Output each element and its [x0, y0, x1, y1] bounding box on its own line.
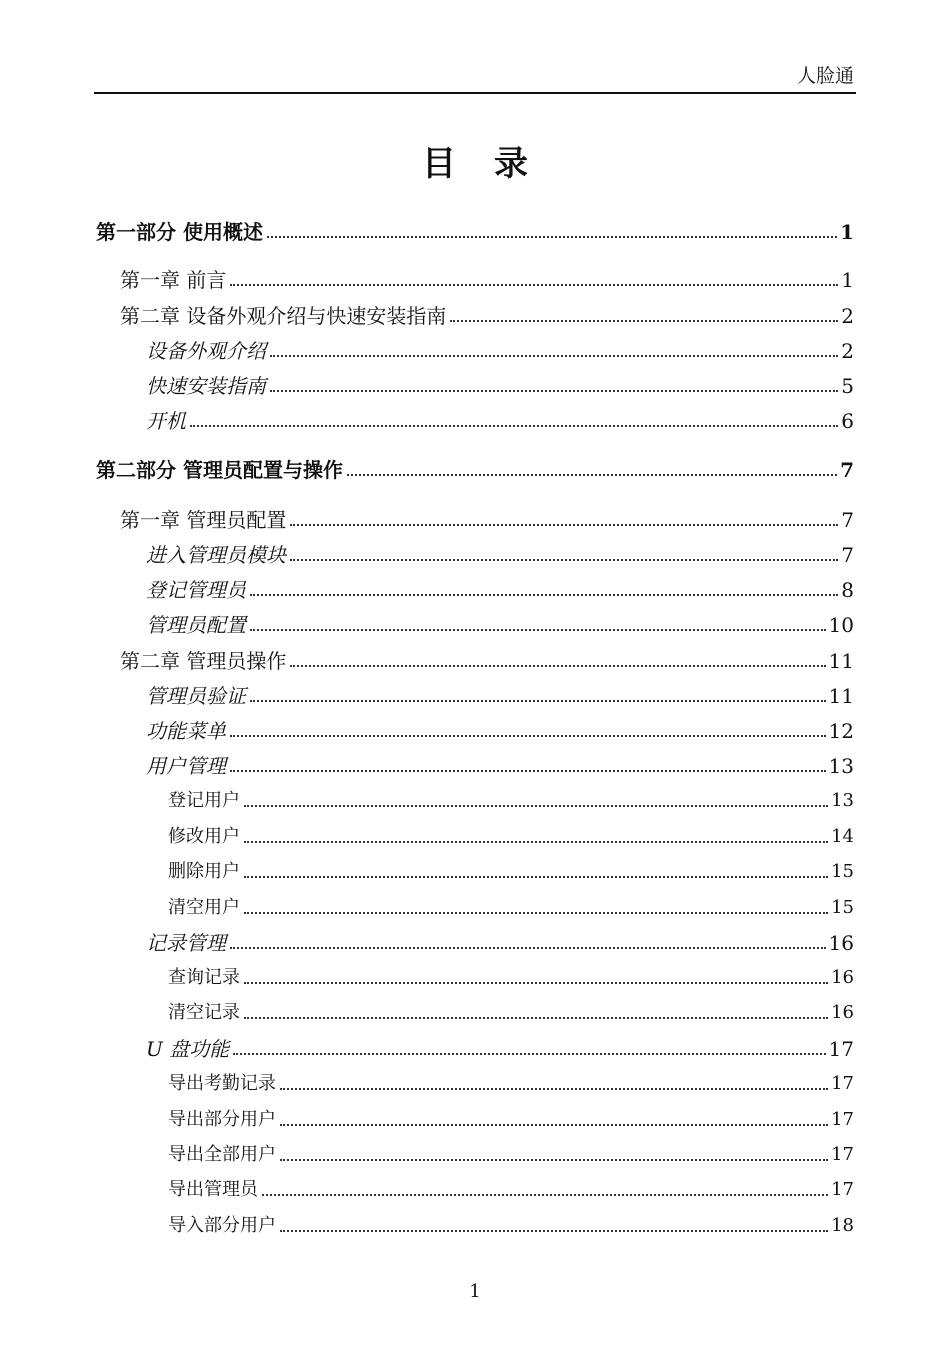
toc-entry-sub[interactable] — [168, 819, 854, 849]
toc-entry-label: 删除用户 — [168, 861, 240, 882]
toc-entry-label: 第二部分 管理员配置与操作 — [96, 458, 343, 482]
dot-leader — [230, 284, 838, 286]
toc-entry-label: 记录管理 — [146, 931, 226, 955]
toc-entry-sub[interactable] — [168, 783, 854, 813]
toc-entry-page: 5 — [841, 374, 854, 398]
toc-entry-section[interactable] — [146, 925, 854, 955]
toc-entry-section[interactable] — [146, 1031, 854, 1061]
toc-entry-section[interactable] — [146, 403, 854, 433]
toc-entry-part[interactable] — [96, 214, 854, 244]
toc-entry-page: 16 — [831, 967, 854, 988]
toc-entry-page: 15 — [831, 861, 854, 882]
toc-entry-label: 导出部分用户 — [168, 1109, 276, 1130]
toc-entry-page: 11 — [828, 649, 854, 673]
toc-entry-label: 登记管理员 — [146, 578, 246, 602]
toc-entry-sub[interactable] — [168, 1102, 854, 1132]
toc-entry-label: 清空记录 — [168, 1002, 240, 1023]
dot-leader — [250, 700, 826, 702]
dot-leader — [347, 474, 837, 476]
toc-entry-label: 开机 — [146, 409, 186, 433]
toc-entry-section[interactable] — [146, 748, 854, 778]
header-title: 人脸通 — [796, 65, 854, 87]
toc-entry-label: 进入管理员模块 — [146, 543, 286, 567]
dot-leader — [280, 1159, 828, 1161]
toc-entry-label: 修改用户 — [168, 826, 240, 847]
toc-entry-page: 7 — [841, 543, 854, 567]
toc-entry-sub[interactable] — [168, 1066, 854, 1096]
toc-entry-label: 快速安装指南 — [146, 374, 266, 398]
toc-entry-label: 登记用户 — [168, 790, 240, 811]
toc-entry-page: 12 — [828, 719, 854, 743]
toc-entry-page: 14 — [831, 826, 854, 847]
toc-entry-page: 2 — [841, 304, 854, 328]
dot-leader — [280, 1124, 828, 1126]
dot-leader — [250, 629, 826, 631]
dot-leader — [244, 841, 828, 843]
toc-entry-page: 15 — [831, 897, 854, 918]
toc-entry-label: 管理员配置 — [146, 613, 246, 637]
toc-entry-section[interactable] — [146, 537, 854, 567]
toc-entry-page: 10 — [828, 613, 854, 637]
toc-entry-page: 17 — [831, 1179, 854, 1200]
toc-entry-sub[interactable] — [168, 1137, 854, 1167]
toc-entry-part[interactable] — [96, 452, 854, 482]
dot-leader — [244, 876, 828, 878]
toc-entry-page: 8 — [841, 578, 854, 602]
toc-entry-label: 功能菜单 — [146, 719, 226, 743]
dot-leader — [230, 735, 826, 737]
toc-entry-section[interactable] — [146, 368, 854, 398]
toc-entry-label: 导入部分用户 — [168, 1215, 276, 1236]
toc-entry-section[interactable] — [146, 333, 854, 363]
toc-entry-sub[interactable] — [168, 1172, 854, 1202]
dot-leader — [230, 947, 826, 949]
dot-leader — [244, 982, 828, 984]
toc-entry-label: 用户管理 — [146, 754, 226, 778]
dot-leader — [190, 425, 838, 427]
toc-entry-page: 2 — [841, 339, 854, 363]
toc-entry-page: 17 — [831, 1073, 854, 1094]
toc-entry-chapter[interactable] — [120, 262, 854, 292]
toc-entry-page: 16 — [831, 1002, 854, 1023]
toc-entry-page: 16 — [828, 931, 854, 955]
toc-entry-page: 1 — [841, 268, 854, 292]
toc-entry-chapter[interactable] — [120, 643, 854, 673]
toc-entry-page: 1 — [840, 220, 854, 244]
dot-leader — [262, 1194, 828, 1196]
dot-leader — [280, 1088, 828, 1090]
page-number: 1 — [469, 1281, 481, 1302]
toc-entry-page: 7 — [841, 508, 854, 532]
toc-entry-section[interactable] — [146, 572, 854, 602]
dot-leader — [244, 805, 828, 807]
toc-entry-label: 导出考勤记录 — [168, 1073, 276, 1094]
toc-entry-section[interactable] — [146, 607, 854, 637]
dot-leader — [267, 236, 837, 238]
dot-leader — [450, 320, 838, 322]
toc-entry-page: 13 — [831, 790, 854, 811]
toc-entry-label: 查询记录 — [168, 967, 240, 988]
toc-entry-chapter[interactable] — [120, 502, 854, 532]
toc-entry-section[interactable] — [146, 713, 854, 743]
toc-entry-sub[interactable] — [168, 995, 854, 1025]
dot-leader — [270, 390, 838, 392]
toc-entry-page: 17 — [828, 1037, 854, 1061]
toc-entry-label: 第二章 管理员操作 — [120, 649, 287, 673]
toc-entry-section[interactable] — [146, 678, 854, 708]
toc-title: 目录 — [422, 144, 566, 184]
toc-entry-sub[interactable] — [168, 1208, 854, 1238]
toc-entry-label: U 盘功能 — [146, 1037, 230, 1061]
toc-entry-label: 第一章 前言 — [120, 268, 227, 292]
toc-entry-label: 设备外观介绍 — [146, 339, 266, 363]
toc-entry-label: 第二章 设备外观介绍与快速安装指南 — [120, 304, 447, 328]
toc-entry-page: 13 — [828, 754, 854, 778]
toc-entry-page: 17 — [831, 1144, 854, 1165]
dot-leader — [250, 594, 838, 596]
toc-entry-label: 第一章 管理员配置 — [120, 508, 287, 532]
toc-entry-label: 导出全部用户 — [168, 1144, 276, 1165]
toc-entry-label: 清空用户 — [168, 897, 240, 918]
dot-leader — [290, 665, 825, 667]
toc-entry-page: 11 — [828, 684, 854, 708]
dot-leader — [244, 1017, 828, 1019]
toc-entry-label: 第一部分 使用概述 — [96, 220, 263, 244]
toc-entry-page: 17 — [831, 1109, 854, 1130]
toc-entry-page: 6 — [841, 409, 854, 433]
toc-entry-label: 导出管理员 — [168, 1179, 258, 1200]
dot-leader — [233, 1053, 825, 1055]
toc-entry-page: 18 — [831, 1215, 854, 1236]
dot-leader — [280, 1230, 828, 1232]
toc-entry-chapter[interactable] — [120, 298, 854, 328]
toc-entry-sub[interactable] — [168, 854, 854, 884]
dot-leader — [230, 770, 826, 772]
dot-leader — [244, 912, 828, 914]
toc-entry-page: 7 — [840, 458, 854, 482]
dot-leader — [290, 524, 838, 526]
toc-entry-sub[interactable] — [168, 960, 854, 990]
toc-entry-label: 管理员验证 — [146, 684, 246, 708]
toc-entry-sub[interactable] — [168, 890, 854, 920]
dot-leader — [290, 559, 838, 561]
dot-leader — [270, 355, 838, 357]
